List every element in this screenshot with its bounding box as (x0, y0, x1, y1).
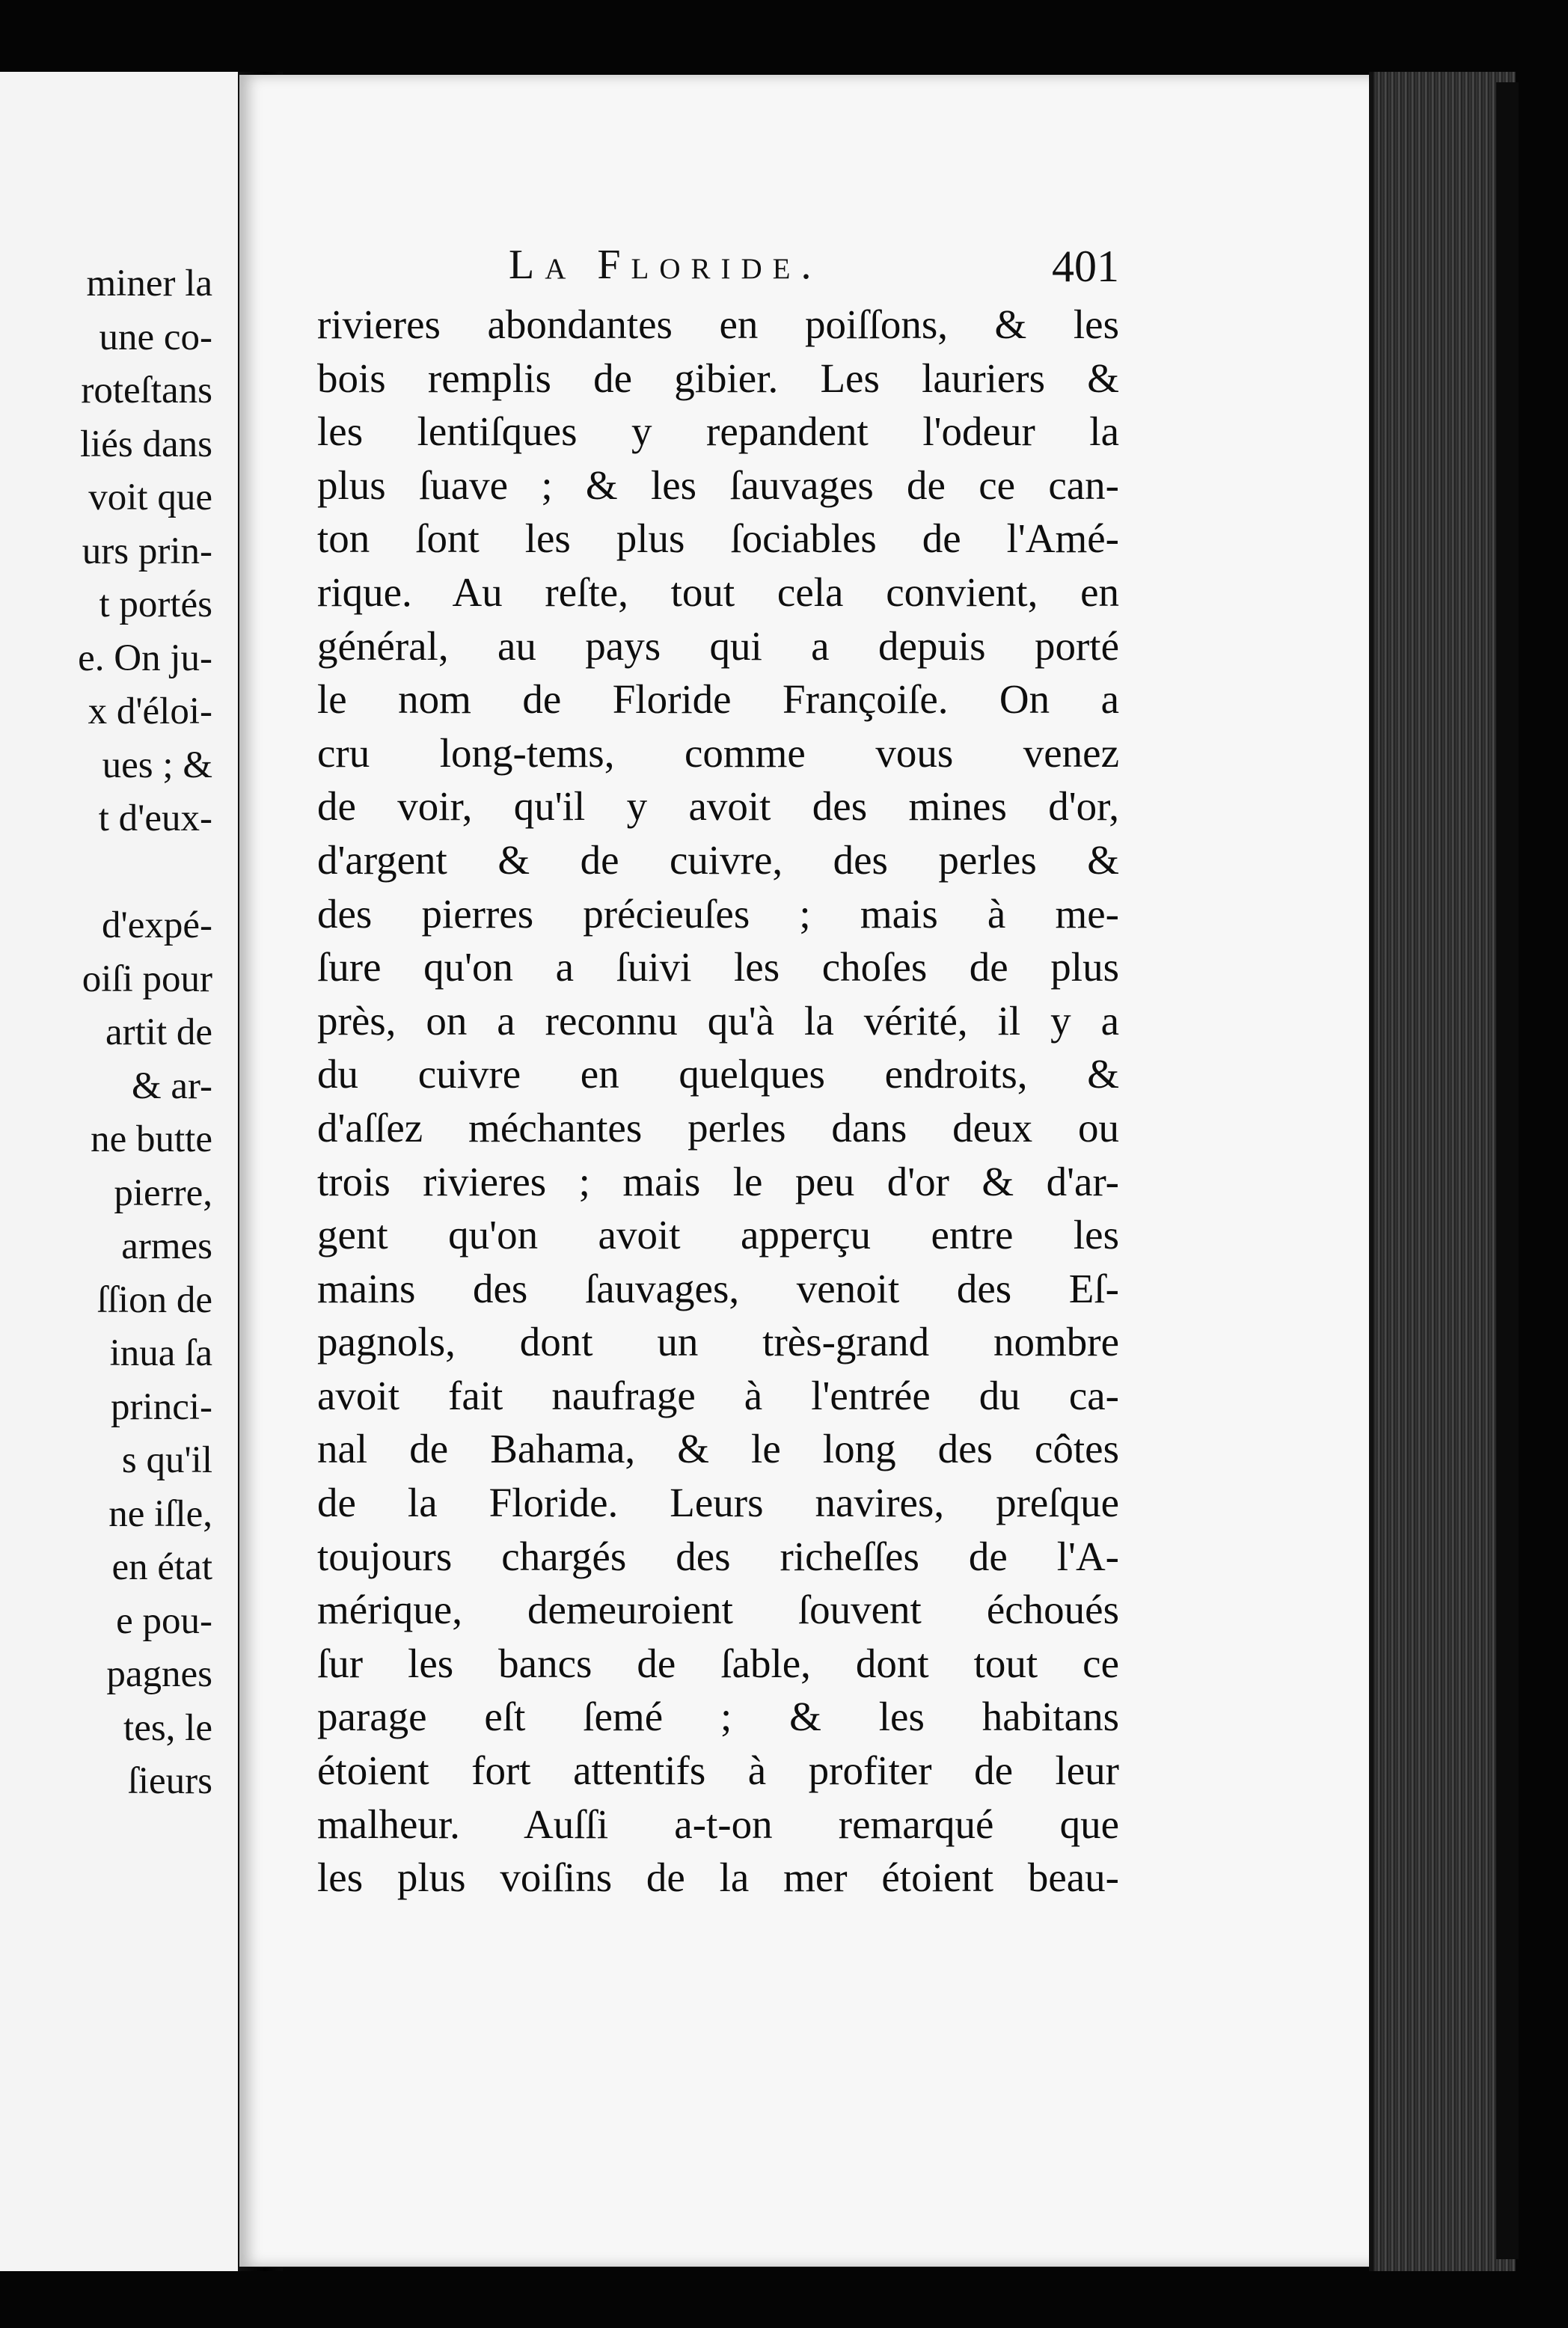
text-line: avoit fait naufrage à l'entrée du ca- (317, 1372, 1119, 1418)
left-text-line: en état (111, 1546, 212, 1588)
left-text-line: inua ſa (109, 1332, 212, 1374)
text-line: pagnols, dont un très-grand nombre (317, 1319, 1119, 1365)
left-text-line: ues ; & (102, 744, 212, 786)
text-line: ſure qu'on a ſuivi les choſes de plus (317, 944, 1119, 990)
text-line: trois rivieres ; mais le peu d'or & d'ar- (317, 1158, 1119, 1204)
page-edges (1369, 72, 1516, 2271)
left-text-line: & ar- (131, 1065, 212, 1107)
text-line: général, au pays qui a depuis porté (317, 622, 1119, 669)
text-line: mérique, demeuroient ſouvent échoués (317, 1587, 1119, 1633)
running-head (320, 241, 1119, 293)
body-text (317, 298, 1119, 1905)
left-text-line: tes, le (123, 1706, 212, 1749)
text-line: mains des ſauvages, venoit des Eſ- (317, 1265, 1119, 1311)
left-text-line: armes (121, 1225, 212, 1267)
left-text-line: t d'eux- (98, 797, 212, 839)
left-text-line: t portés (99, 583, 212, 625)
left-text-line: d'expé- (102, 904, 212, 946)
left-page (0, 72, 247, 2271)
text-line: d'argent & de cuivre, des perles & (317, 836, 1119, 883)
page-number: 401 (1052, 242, 1119, 291)
text-line: toujours chargés des richeſſes de l'A- (317, 1533, 1119, 1579)
left-text-line: voit que (88, 477, 212, 518)
left-text-line: artit de (105, 1011, 212, 1053)
left-text-line: ne butte (91, 1118, 212, 1160)
left-text-line: s qu'il (121, 1439, 212, 1481)
text-line: le nom de Floride Françoiſe. On a (317, 676, 1119, 723)
text-line: étoient fort attentifs à profiter de leur (317, 1747, 1119, 1794)
text-line: du cuivre en quelques endroits, & (317, 1051, 1119, 1097)
left-text-line: roteſtans (81, 370, 212, 411)
text-line: les plus voiſins de la mer étoient beau- (317, 1854, 1119, 1901)
text-line: bois remplis de gibier. Les lauriers & (317, 355, 1119, 401)
left-text-line: ne iſle, (108, 1492, 212, 1535)
book-cover-edge (1496, 82, 1519, 2259)
text-line: nal de Bahama, & le long des côtes (317, 1426, 1119, 1472)
left-text-line: oiſi pour (82, 958, 212, 1000)
left-text-line (78, 846, 212, 900)
text-line: ton ſont les plus ſociables de l'Amé- (317, 515, 1119, 562)
left-text-line: urs prin- (82, 530, 212, 572)
left-text-line: pagnes (106, 1653, 212, 1695)
left-text-line: e pou- (116, 1599, 212, 1642)
left-text-line: princi- (111, 1385, 212, 1428)
text-line: près, on a reconnu qu'à la vérité, il y a (317, 997, 1119, 1044)
text-line: d'aſſez méchantes perles dans deux ou (317, 1104, 1119, 1151)
left-text-line: ſſion de (97, 1278, 212, 1321)
left-text-line: liés dans (79, 423, 212, 465)
running-title: La Floride. (509, 242, 822, 288)
left-text-line: e. On ju- (78, 637, 212, 679)
text-line: parage eſt ſemé ; & les habitans (317, 1694, 1119, 1740)
left-text-line: x d'éloi- (88, 690, 212, 732)
text-line: rivieres abondantes en poiſſons, & les (317, 301, 1119, 347)
left-page-text (78, 257, 212, 1809)
text-line: malheur. Auſſi a-t-on remarqué que (317, 1801, 1119, 1847)
text-line: ſur les bancs de ſable, dont tout ce (317, 1640, 1119, 1686)
left-text-line: pierre, (114, 1171, 212, 1214)
left-text-line: une co- (99, 316, 212, 358)
text-line: les lentiſques y repandent l'odeur la (317, 408, 1119, 455)
text-line: plus ſuave ; & les ſauvages de ce can- (317, 462, 1119, 508)
left-text-line: miner la (86, 263, 212, 304)
text-line: gent qu'on avoit apperçu entre les (317, 1212, 1119, 1258)
left-text-line: ſieurs (127, 1760, 212, 1802)
text-line: des pierres précieuſes ; mais à me- (317, 890, 1119, 937)
text-line: rique. Au reſte, tout cela convient, en (317, 569, 1119, 615)
text-line: de voir, qu'il y avoit des mines d'or, (317, 783, 1119, 830)
text-line: de la Floride. Leurs navires, preſque (317, 1480, 1119, 1526)
text-line: cru long-tems, comme vous venez (317, 729, 1119, 776)
scan-background (0, 2271, 1568, 2328)
